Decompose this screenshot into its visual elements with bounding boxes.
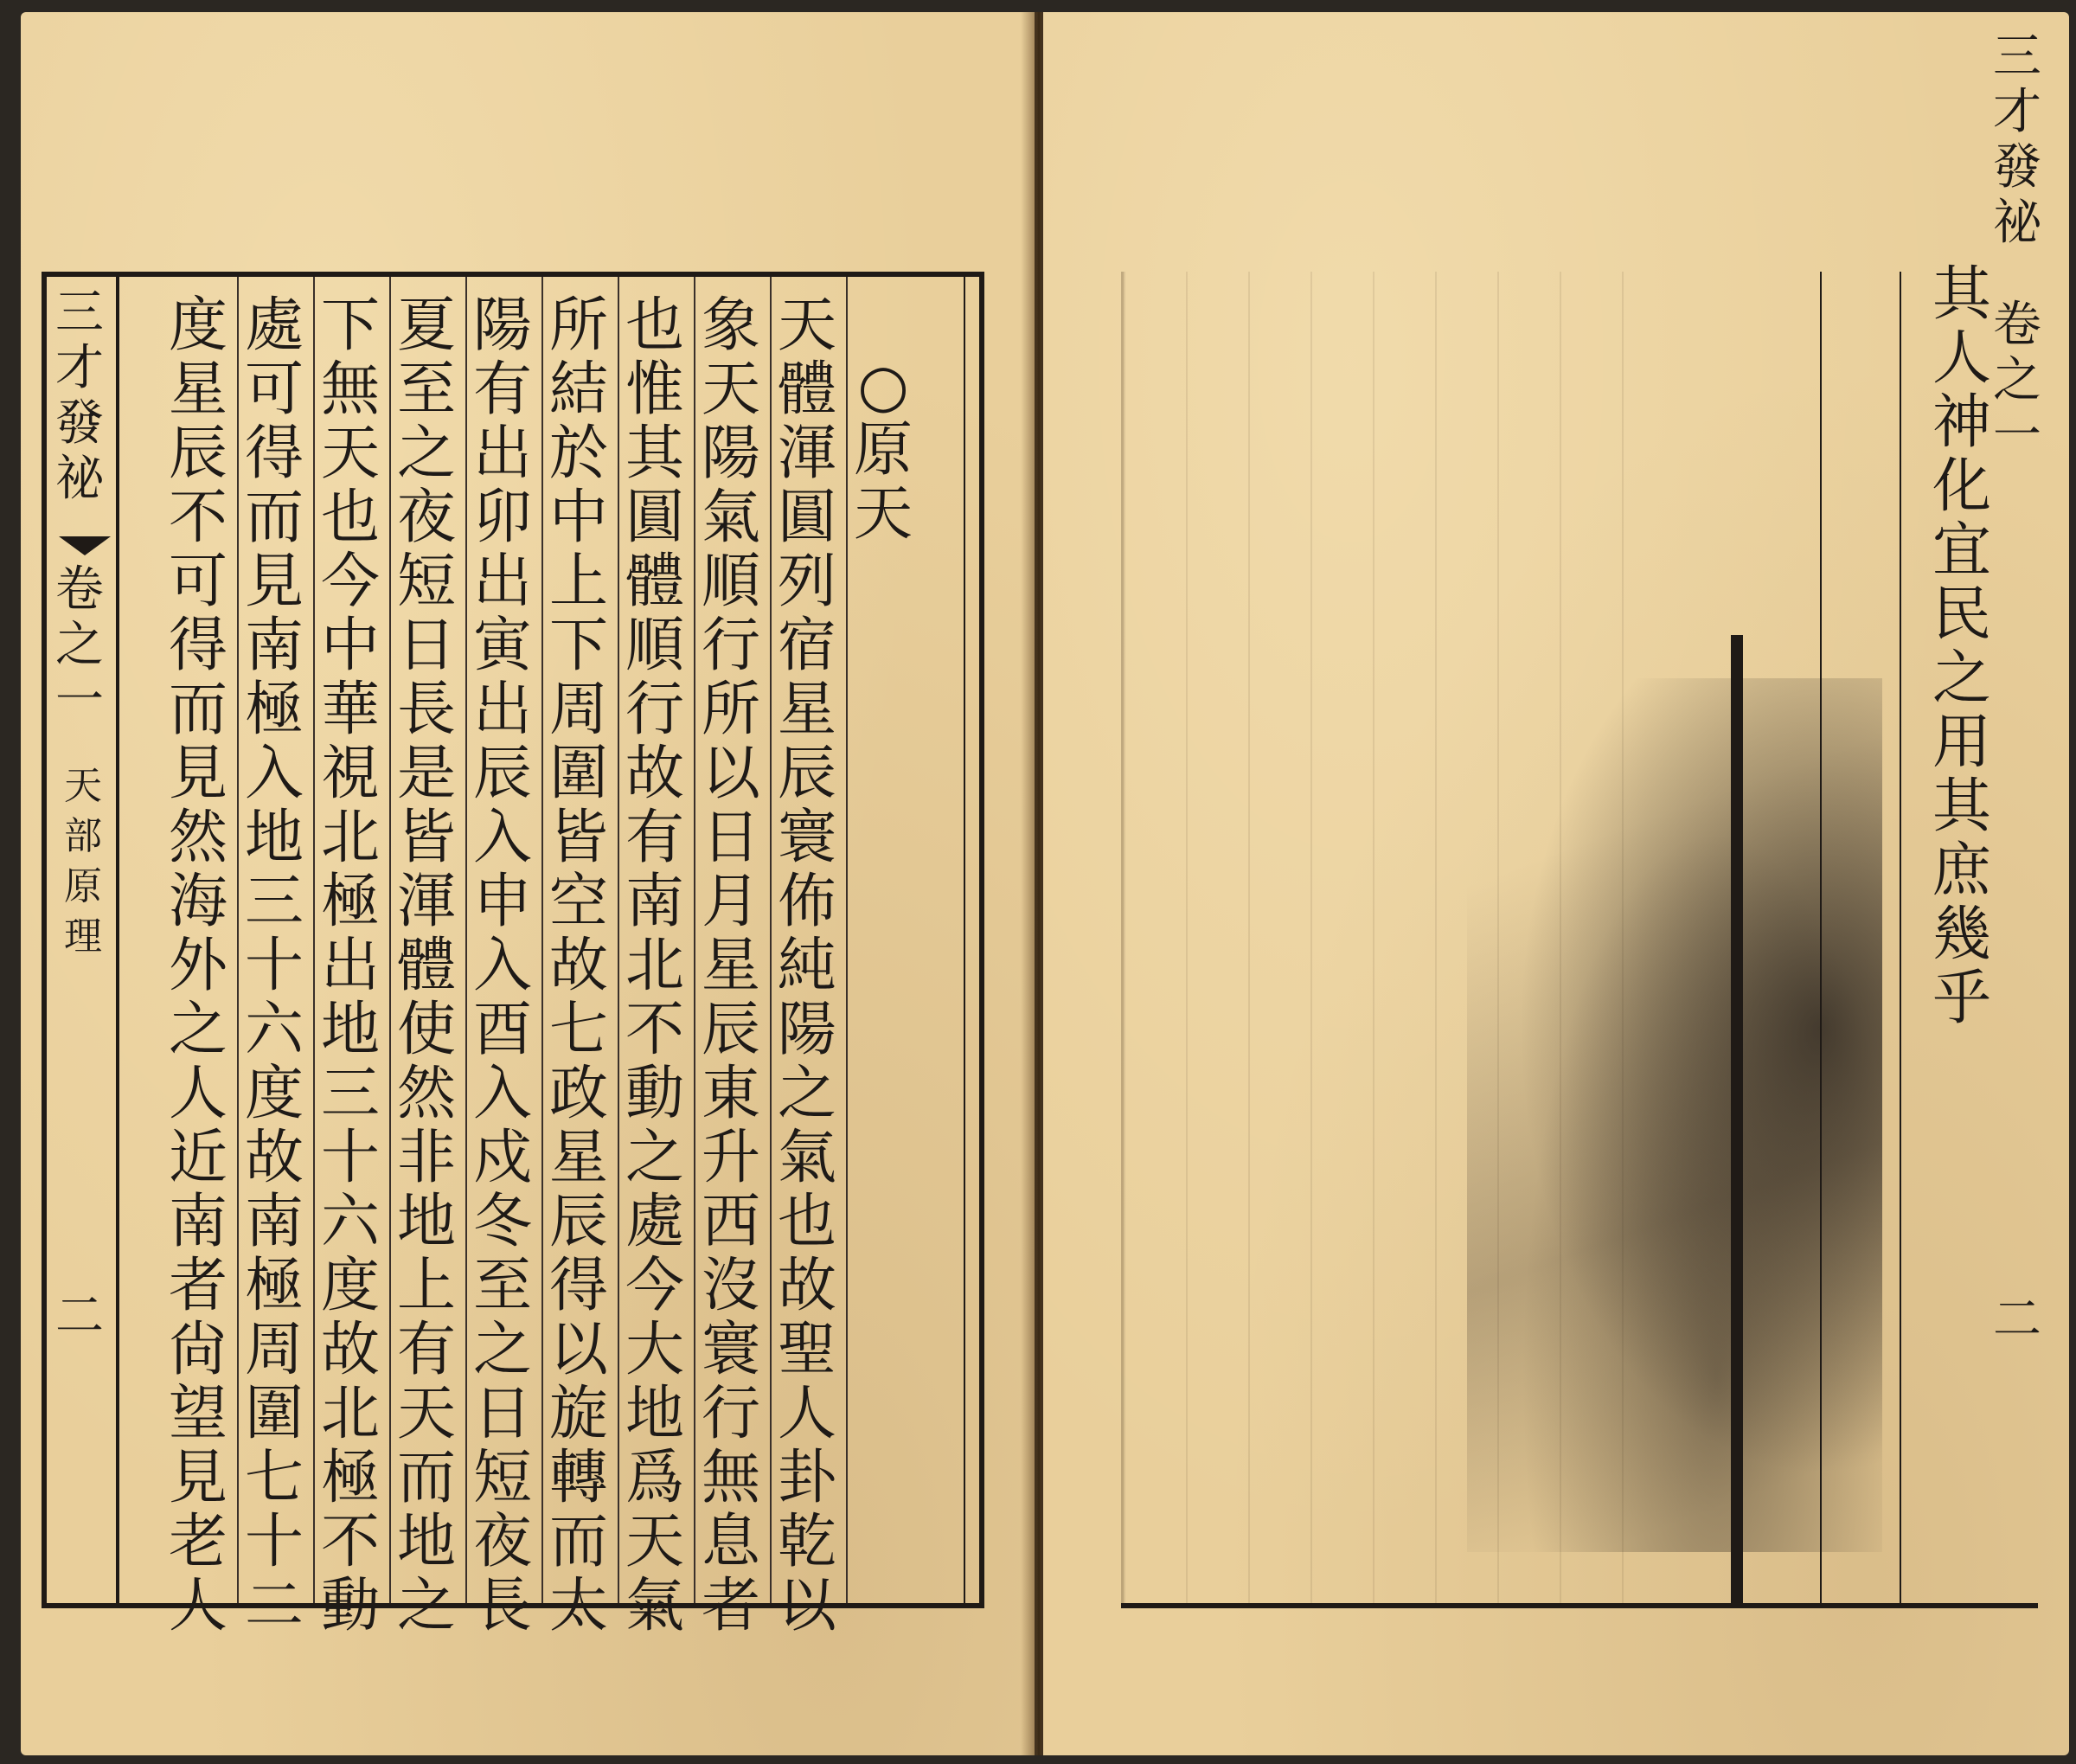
glyph: 北 bbox=[625, 932, 684, 1000]
glyph: 地 bbox=[625, 1380, 684, 1448]
glyph: 圍 bbox=[548, 740, 608, 808]
glyph: 華 bbox=[320, 676, 380, 744]
glyph: 度 bbox=[244, 1060, 304, 1128]
glyph: 南 bbox=[244, 1188, 304, 1256]
glyph: 者 bbox=[168, 1252, 227, 1320]
glyph: 皆 bbox=[396, 804, 456, 872]
glyph: 動 bbox=[320, 1572, 380, 1640]
glyph: 有 bbox=[472, 356, 532, 424]
column-rule bbox=[770, 277, 772, 1603]
glyph: 故 bbox=[320, 1316, 380, 1384]
glyph: 卦 bbox=[777, 1444, 836, 1512]
glyph: 祕 bbox=[1993, 195, 2041, 251]
glyph: 然 bbox=[396, 1060, 456, 1128]
glyph: 短 bbox=[472, 1444, 532, 1512]
glyph: 行 bbox=[701, 612, 760, 680]
glyph: 之 bbox=[472, 1316, 532, 1384]
glyph: 而 bbox=[168, 676, 227, 744]
text-column bbox=[699, 294, 763, 1639]
glyph: 今 bbox=[320, 548, 380, 616]
glyph: 宜 bbox=[1932, 516, 1991, 585]
column-rule bbox=[694, 277, 695, 1603]
glyph: 象 bbox=[701, 292, 760, 360]
glyph: 出 bbox=[472, 548, 532, 616]
glyph: 之 bbox=[168, 996, 227, 1064]
glyph: 三 bbox=[320, 1060, 380, 1128]
glyph: 上 bbox=[548, 548, 608, 616]
glyph: 神 bbox=[1932, 388, 1991, 457]
glyph: 天 bbox=[853, 480, 913, 548]
glyph: 無 bbox=[320, 356, 380, 424]
glyph: 幾 bbox=[1932, 901, 1991, 969]
glyph: 然 bbox=[168, 804, 227, 872]
glyph: 寰 bbox=[701, 1316, 760, 1384]
glyph: 而 bbox=[396, 1444, 456, 1512]
glyph: 故 bbox=[548, 932, 608, 1000]
left-page bbox=[21, 12, 1035, 1755]
glyph: 下 bbox=[548, 612, 608, 680]
column-rule bbox=[1820, 272, 1822, 1604]
glyph: 長 bbox=[396, 676, 456, 744]
glyph: 卷 bbox=[1993, 297, 2041, 353]
glyph: 下 bbox=[320, 292, 380, 360]
glyph: 一 bbox=[1993, 407, 2041, 464]
glyph: 北 bbox=[320, 1380, 380, 1448]
column-rule bbox=[389, 277, 391, 1603]
glyph: 祕 bbox=[55, 451, 104, 507]
glyph: 部 bbox=[64, 814, 102, 858]
glyph: 處 bbox=[244, 292, 304, 360]
glyph: 之 bbox=[396, 420, 456, 488]
glyph: 之 bbox=[396, 1572, 456, 1640]
glyph: 不 bbox=[625, 996, 684, 1064]
glyph: 體 bbox=[396, 932, 456, 1000]
glyph: 二 bbox=[244, 1572, 304, 1640]
glyph: 天 bbox=[777, 292, 836, 360]
glyph: 六 bbox=[244, 996, 304, 1064]
glyph: 短 bbox=[396, 548, 456, 616]
glyph: 其 bbox=[625, 420, 684, 488]
glyph: 夏 bbox=[396, 292, 456, 360]
text-column bbox=[166, 294, 230, 1639]
glyph: 天 bbox=[64, 764, 102, 808]
glyph: 而 bbox=[548, 1508, 608, 1576]
glyph: 寰 bbox=[777, 804, 836, 872]
glyph: 所 bbox=[701, 676, 760, 744]
glyph: 十 bbox=[244, 1508, 304, 1576]
left-text-frame bbox=[42, 272, 984, 1640]
glyph: 地 bbox=[244, 804, 304, 872]
left-margin-column bbox=[47, 277, 119, 1603]
glyph: 出 bbox=[472, 420, 532, 488]
glyph: 空 bbox=[548, 868, 608, 936]
glyph: 可 bbox=[244, 356, 304, 424]
glyph: 星 bbox=[701, 932, 760, 1000]
glyph: 惟 bbox=[625, 356, 684, 424]
volume-label bbox=[52, 562, 107, 728]
glyph: 陽 bbox=[777, 996, 836, 1064]
glyph: 行 bbox=[701, 1380, 760, 1448]
glyph: 見 bbox=[168, 740, 227, 808]
glyph: 七 bbox=[244, 1444, 304, 1512]
glyph: 申 bbox=[472, 868, 532, 936]
glyph: 天 bbox=[320, 420, 380, 488]
glyph: 外 bbox=[168, 932, 227, 1000]
glyph: 近 bbox=[168, 1124, 227, 1192]
right-page bbox=[1043, 12, 2069, 1755]
glyph: 也 bbox=[625, 292, 684, 360]
glyph: 旋 bbox=[548, 1380, 608, 1448]
glyph: 北 bbox=[320, 804, 380, 872]
text-column bbox=[547, 294, 611, 1639]
glyph: 辰 bbox=[168, 420, 227, 488]
glyph: 極 bbox=[244, 676, 304, 744]
glyph: 今 bbox=[625, 1252, 684, 1320]
glyph: 沒 bbox=[701, 1252, 760, 1320]
glyph: 不 bbox=[168, 484, 227, 552]
column-rule bbox=[618, 277, 619, 1603]
glyph: 而 bbox=[244, 484, 304, 552]
glyph: ○ bbox=[857, 352, 909, 420]
section-label bbox=[55, 761, 111, 962]
glyph: 卷 bbox=[55, 561, 104, 618]
glyph: 星 bbox=[548, 1124, 608, 1192]
glyph: 爲 bbox=[625, 1444, 684, 1512]
glyph: 日 bbox=[472, 1380, 532, 1448]
glyph: 天 bbox=[625, 1508, 684, 1576]
fish-tail-mark bbox=[59, 536, 111, 555]
glyph: 南 bbox=[244, 612, 304, 680]
glyph: 列 bbox=[777, 548, 836, 616]
glyph: 地 bbox=[396, 1508, 456, 1576]
glyph: 周 bbox=[548, 676, 608, 744]
glyph: 用 bbox=[1932, 709, 1991, 777]
glyph: 視 bbox=[320, 740, 380, 808]
glyph: 大 bbox=[625, 1316, 684, 1384]
glyph: 十 bbox=[320, 1124, 380, 1192]
glyph: 太 bbox=[548, 1572, 608, 1640]
glyph: 是 bbox=[396, 740, 456, 808]
glyph: 卯 bbox=[472, 484, 532, 552]
text-column bbox=[851, 352, 915, 548]
column-rule bbox=[313, 277, 315, 1603]
glyph: 見 bbox=[168, 1444, 227, 1512]
glyph: 圓 bbox=[777, 484, 836, 552]
right-book-title bbox=[1990, 29, 2045, 251]
glyph: 之 bbox=[1932, 645, 1991, 713]
glyph: 之 bbox=[55, 617, 104, 673]
glyph: 原 bbox=[853, 416, 913, 484]
glyph: 辰 bbox=[777, 740, 836, 808]
glyph: 星 bbox=[777, 676, 836, 744]
glyph: 純 bbox=[777, 932, 836, 1000]
glyph: 月 bbox=[701, 868, 760, 936]
glyph: 辰 bbox=[701, 996, 760, 1064]
glyph: 至 bbox=[396, 356, 456, 424]
glyph: 圍 bbox=[244, 1380, 304, 1448]
glyph: 辰 bbox=[548, 1188, 608, 1256]
glyph: 以 bbox=[548, 1316, 608, 1384]
glyph: 可 bbox=[168, 548, 227, 616]
glyph: 之 bbox=[1993, 352, 2041, 408]
glyph: 故 bbox=[625, 740, 684, 808]
glyph: 日 bbox=[701, 804, 760, 872]
glyph: 體 bbox=[625, 548, 684, 616]
glyph: 七 bbox=[548, 996, 608, 1064]
glyph: 夜 bbox=[396, 484, 456, 552]
right-margin-column bbox=[1983, 29, 2055, 1603]
book-title bbox=[52, 285, 107, 507]
glyph: 中 bbox=[548, 484, 608, 552]
glyph: 望 bbox=[168, 1380, 227, 1448]
glyph: 度 bbox=[320, 1252, 380, 1320]
glyph: 原 bbox=[64, 864, 102, 908]
glyph: 十 bbox=[244, 932, 304, 1000]
glyph: 出 bbox=[472, 676, 532, 744]
column-rule bbox=[1900, 272, 1901, 1604]
glyph: 西 bbox=[701, 1188, 760, 1256]
glyph: 一 bbox=[55, 672, 104, 728]
glyph: 得 bbox=[548, 1252, 608, 1320]
glyph: 南 bbox=[625, 868, 684, 936]
glyph: 得 bbox=[244, 420, 304, 488]
glyph: 於 bbox=[548, 420, 608, 488]
glyph: 出 bbox=[320, 932, 380, 1000]
glyph: 發 bbox=[55, 395, 104, 452]
right-volume-label bbox=[1990, 298, 2045, 464]
glyph: 人 bbox=[1932, 324, 1991, 393]
column-rule bbox=[465, 277, 467, 1603]
text-column bbox=[623, 294, 687, 1639]
glyph: 見 bbox=[244, 548, 304, 616]
text-column bbox=[471, 294, 535, 1639]
glyph: 結 bbox=[548, 356, 608, 424]
glyph: 其 bbox=[1932, 773, 1991, 841]
frame-inner-line bbox=[964, 277, 965, 1603]
glyph: 東 bbox=[701, 1060, 760, 1128]
column-rule bbox=[237, 277, 239, 1603]
glyph: 長 bbox=[472, 1572, 532, 1640]
glyph: 二 bbox=[1993, 1292, 2041, 1348]
glyph: 入 bbox=[472, 804, 532, 872]
glyph: 人 bbox=[777, 1380, 836, 1448]
glyph: 渾 bbox=[777, 420, 836, 488]
glyph: 入 bbox=[472, 1060, 532, 1128]
glyph: 中 bbox=[320, 612, 380, 680]
glyph: 海 bbox=[168, 868, 227, 936]
text-column bbox=[318, 294, 382, 1639]
glyph: 夜 bbox=[472, 1508, 532, 1576]
glyph: 人 bbox=[168, 1572, 227, 1640]
glyph: 酉 bbox=[472, 996, 532, 1064]
glyph: 南 bbox=[168, 1188, 227, 1256]
text-column bbox=[775, 294, 839, 1639]
glyph: 之 bbox=[777, 1060, 836, 1128]
glyph: 冬 bbox=[472, 1188, 532, 1256]
glyph: 有 bbox=[396, 1316, 456, 1384]
glyph: 發 bbox=[1993, 139, 2041, 196]
glyph: 老 bbox=[168, 1508, 227, 1576]
right-page-number bbox=[1990, 1293, 2045, 1348]
glyph: 三 bbox=[1993, 29, 2041, 85]
glyph: 天 bbox=[701, 356, 760, 424]
column-rule bbox=[541, 277, 543, 1603]
glyph: 不 bbox=[320, 1508, 380, 1576]
glyph: 圓 bbox=[625, 484, 684, 552]
glyph: 得 bbox=[168, 612, 227, 680]
glyph: 才 bbox=[55, 340, 104, 396]
glyph: 日 bbox=[396, 612, 456, 680]
glyph: 以 bbox=[701, 740, 760, 808]
glyph: 戍 bbox=[472, 1124, 532, 1192]
glyph: 陽 bbox=[472, 292, 532, 360]
glyph: 體 bbox=[777, 356, 836, 424]
glyph: 非 bbox=[396, 1124, 456, 1192]
glyph: 故 bbox=[244, 1124, 304, 1192]
text-column bbox=[394, 294, 458, 1639]
glyph: 行 bbox=[625, 676, 684, 744]
glyph: 者 bbox=[701, 1572, 760, 1640]
glyph: 佈 bbox=[777, 868, 836, 936]
glyph: 轉 bbox=[548, 1444, 608, 1512]
glyph: 有 bbox=[625, 804, 684, 872]
glyph: 庶 bbox=[1932, 837, 1991, 905]
glyph: 至 bbox=[472, 1252, 532, 1320]
glyph: 三 bbox=[244, 868, 304, 936]
glyph: 氣 bbox=[777, 1124, 836, 1192]
ink-edge-bar bbox=[1731, 635, 1743, 1604]
glyph: 極 bbox=[320, 1444, 380, 1512]
glyph: 政 bbox=[548, 1060, 608, 1128]
glyph: 入 bbox=[472, 932, 532, 1000]
glyph: 也 bbox=[320, 484, 380, 552]
glyph: 三 bbox=[55, 285, 104, 341]
glyph: 升 bbox=[701, 1124, 760, 1192]
glyph: 寅 bbox=[472, 612, 532, 680]
glyph: 渾 bbox=[396, 868, 456, 936]
glyph: 氣 bbox=[701, 484, 760, 552]
glyph: 尙 bbox=[168, 1316, 227, 1384]
glyph: 其 bbox=[1932, 260, 1991, 329]
glyph: 乎 bbox=[1932, 965, 1991, 1033]
text-column bbox=[242, 294, 306, 1639]
glyph: 陽 bbox=[701, 420, 760, 488]
glyph: 氣 bbox=[625, 1572, 684, 1640]
glyph: 聖 bbox=[777, 1316, 836, 1384]
page-number bbox=[52, 1289, 107, 1344]
glyph: 以 bbox=[777, 1572, 836, 1640]
glyph: 天 bbox=[396, 1380, 456, 1448]
glyph: 處 bbox=[625, 1188, 684, 1256]
glyph: 也 bbox=[777, 1188, 836, 1256]
glyph: 順 bbox=[625, 612, 684, 680]
glyph: 辰 bbox=[472, 740, 532, 808]
glyph: 乾 bbox=[777, 1508, 836, 1576]
glyph: 地 bbox=[396, 1188, 456, 1256]
glyph: 動 bbox=[625, 1060, 684, 1128]
glyph: 故 bbox=[777, 1252, 836, 1320]
glyph: 順 bbox=[701, 548, 760, 616]
glyph: 理 bbox=[64, 914, 102, 959]
glyph: 使 bbox=[396, 996, 456, 1064]
right-text-frame bbox=[1121, 29, 2041, 1608]
column-rule bbox=[846, 277, 848, 1603]
glyph: 六 bbox=[320, 1188, 380, 1256]
glyph: 化 bbox=[1932, 452, 1991, 521]
glyph: 二 bbox=[55, 1288, 104, 1344]
glyph: 皆 bbox=[548, 804, 608, 872]
glyph: 才 bbox=[1993, 84, 2041, 140]
glyph: 宿 bbox=[777, 612, 836, 680]
glyph: 地 bbox=[320, 996, 380, 1064]
glyph: 無 bbox=[701, 1444, 760, 1512]
glyph: 民 bbox=[1932, 581, 1991, 649]
glyph: 入 bbox=[244, 740, 304, 808]
glyph: 極 bbox=[320, 868, 380, 936]
glyph: 所 bbox=[548, 292, 608, 360]
glyph: 星 bbox=[168, 356, 227, 424]
glyph: 之 bbox=[625, 1124, 684, 1192]
glyph: 極 bbox=[244, 1252, 304, 1320]
glyph: 人 bbox=[168, 1060, 227, 1128]
glyph: 度 bbox=[168, 292, 227, 360]
glyph: 周 bbox=[244, 1316, 304, 1384]
glyph: 息 bbox=[701, 1508, 760, 1576]
glyph: 上 bbox=[396, 1252, 456, 1320]
